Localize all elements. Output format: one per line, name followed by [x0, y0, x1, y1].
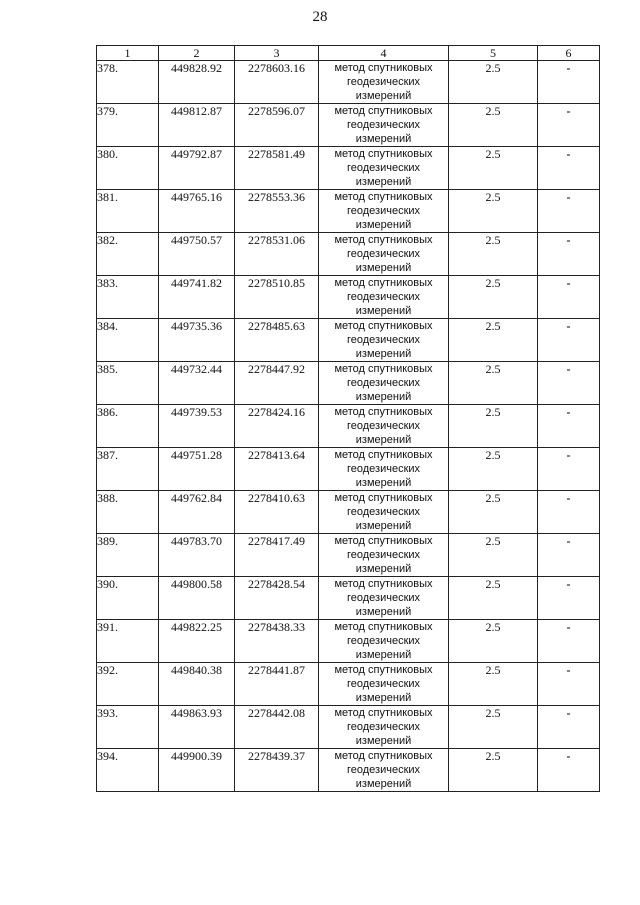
accuracy-cell: 2.5 [449, 620, 538, 663]
x-coordinate-cell: 449840.38 [159, 663, 235, 706]
note-cell: - [538, 104, 600, 147]
note-cell: - [538, 190, 600, 233]
accuracy-cell: 2.5 [449, 61, 538, 104]
x-coordinate-cell: 449800.58 [159, 577, 235, 620]
method-cell: метод спутниковых геодезических измерений [319, 147, 449, 190]
note-cell: - [538, 749, 600, 792]
note-cell: - [538, 663, 600, 706]
y-coordinate-cell: 2278413.64 [235, 448, 319, 491]
method-cell: метод спутниковых геодезических измерений [319, 491, 449, 534]
table-row [97, 534, 600, 577]
note-cell: - [538, 276, 600, 319]
method-cell: метод спутниковых геодезических измерений [319, 104, 449, 147]
method-cell: метод спутниковых геодезических измерений [319, 276, 449, 319]
note-cell: - [538, 233, 600, 276]
table-row [97, 448, 600, 491]
point-number-cell: 380. [97, 147, 159, 190]
y-coordinate-cell: 2278410.63 [235, 491, 319, 534]
table-row [97, 663, 600, 706]
accuracy-cell: 2.5 [449, 663, 538, 706]
accuracy-cell: 2.5 [449, 491, 538, 534]
note-cell: - [538, 491, 600, 534]
table-row [97, 61, 600, 104]
x-coordinate-cell: 449783.70 [159, 534, 235, 577]
table-row [97, 405, 600, 448]
x-coordinate-cell: 449822.25 [159, 620, 235, 663]
method-cell: метод спутниковых геодезических измерений [319, 749, 449, 792]
point-number-cell: 379. [97, 104, 159, 147]
point-number-cell: 391. [97, 620, 159, 663]
table-row [97, 577, 600, 620]
note-cell: - [538, 706, 600, 749]
header-col-1: 1 [97, 46, 159, 61]
accuracy-cell: 2.5 [449, 104, 538, 147]
point-number-cell: 382. [97, 233, 159, 276]
note-cell: - [538, 620, 600, 663]
accuracy-cell: 2.5 [449, 405, 538, 448]
point-number-cell: 394. [97, 749, 159, 792]
table-body [97, 61, 600, 792]
y-coordinate-cell: 2278596.07 [235, 104, 319, 147]
x-coordinate-cell: 449735.36 [159, 319, 235, 362]
point-number-cell: 385. [97, 362, 159, 405]
table-header [97, 46, 600, 61]
note-cell: - [538, 448, 600, 491]
method-cell: метод спутниковых геодезических измерений [319, 61, 449, 104]
x-coordinate-cell: 449863.93 [159, 706, 235, 749]
x-coordinate-cell: 449828.92 [159, 61, 235, 104]
x-coordinate-cell: 449751.28 [159, 448, 235, 491]
note-cell: - [538, 147, 600, 190]
x-coordinate-cell: 449739.53 [159, 405, 235, 448]
y-coordinate-cell: 2278510.85 [235, 276, 319, 319]
accuracy-cell: 2.5 [449, 276, 538, 319]
header-col-3: 3 [235, 46, 319, 61]
accuracy-cell: 2.5 [449, 448, 538, 491]
method-cell: метод спутниковых геодезических измерений [319, 319, 449, 362]
note-cell: - [538, 362, 600, 405]
method-cell: метод спутниковых геодезических измерений [319, 620, 449, 663]
y-coordinate-cell: 2278553.36 [235, 190, 319, 233]
point-number-cell: 386. [97, 405, 159, 448]
header-row [97, 46, 600, 61]
method-cell: метод спутниковых геодезических измерений [319, 534, 449, 577]
y-coordinate-cell: 2278417.49 [235, 534, 319, 577]
point-number-cell: 389. [97, 534, 159, 577]
coordinates-table [96, 45, 600, 792]
accuracy-cell: 2.5 [449, 749, 538, 792]
x-coordinate-cell: 449750.57 [159, 233, 235, 276]
note-cell: - [538, 319, 600, 362]
method-cell: метод спутниковых геодезических измерений [319, 663, 449, 706]
y-coordinate-cell: 2278438.33 [235, 620, 319, 663]
point-number-cell: 387. [97, 448, 159, 491]
x-coordinate-cell: 449812.87 [159, 104, 235, 147]
table-row [97, 190, 600, 233]
method-cell: метод спутниковых геодезических измерений [319, 706, 449, 749]
table-row [97, 319, 600, 362]
table-row [97, 104, 600, 147]
x-coordinate-cell: 449765.16 [159, 190, 235, 233]
x-coordinate-cell: 449762.84 [159, 491, 235, 534]
y-coordinate-cell: 2278439.37 [235, 749, 319, 792]
y-coordinate-cell: 2278603.16 [235, 61, 319, 104]
note-cell: - [538, 61, 600, 104]
method-cell: метод спутниковых геодезических измерений [319, 190, 449, 233]
table-row [97, 362, 600, 405]
page-number: 28 [312, 9, 328, 25]
accuracy-cell: 2.5 [449, 319, 538, 362]
point-number-cell: 381. [97, 190, 159, 233]
x-coordinate-cell: 449732.44 [159, 362, 235, 405]
accuracy-cell: 2.5 [449, 190, 538, 233]
table-row [97, 706, 600, 749]
point-number-cell: 383. [97, 276, 159, 319]
y-coordinate-cell: 2278428.54 [235, 577, 319, 620]
header-col-6: 6 [538, 46, 600, 61]
table-row [97, 491, 600, 534]
x-coordinate-cell: 449900.39 [159, 749, 235, 792]
note-cell: - [538, 405, 600, 448]
y-coordinate-cell: 2278442.08 [235, 706, 319, 749]
accuracy-cell: 2.5 [449, 577, 538, 620]
note-cell: - [538, 577, 600, 620]
y-coordinate-cell: 2278531.06 [235, 233, 319, 276]
table-row [97, 620, 600, 663]
point-number-cell: 378. [97, 61, 159, 104]
accuracy-cell: 2.5 [449, 147, 538, 190]
y-coordinate-cell: 2278424.16 [235, 405, 319, 448]
point-number-cell: 384. [97, 319, 159, 362]
method-cell: метод спутниковых геодезических измерений [319, 448, 449, 491]
point-number-cell: 388. [97, 491, 159, 534]
accuracy-cell: 2.5 [449, 362, 538, 405]
x-coordinate-cell: 449741.82 [159, 276, 235, 319]
x-coordinate-cell: 449792.87 [159, 147, 235, 190]
accuracy-cell: 2.5 [449, 233, 538, 276]
method-cell: метод спутниковых геодезических измерений [319, 577, 449, 620]
y-coordinate-cell: 2278581.49 [235, 147, 319, 190]
y-coordinate-cell: 2278485.63 [235, 319, 319, 362]
method-cell: метод спутниковых геодезических измерений [319, 233, 449, 276]
accuracy-cell: 2.5 [449, 534, 538, 577]
note-cell: - [538, 534, 600, 577]
header-col-5: 5 [449, 46, 538, 61]
table-row [97, 233, 600, 276]
y-coordinate-cell: 2278441.87 [235, 663, 319, 706]
table-row [97, 147, 600, 190]
method-cell: метод спутниковых геодезических измерений [319, 405, 449, 448]
point-number-cell: 392. [97, 663, 159, 706]
method-cell: метод спутниковых геодезических измерений [319, 362, 449, 405]
header-col-4: 4 [319, 46, 449, 61]
table-row [97, 749, 600, 792]
header-col-2: 2 [159, 46, 235, 61]
accuracy-cell: 2.5 [449, 706, 538, 749]
table-row [97, 276, 600, 319]
point-number-cell: 390. [97, 577, 159, 620]
y-coordinate-cell: 2278447.92 [235, 362, 319, 405]
point-number-cell: 393. [97, 706, 159, 749]
